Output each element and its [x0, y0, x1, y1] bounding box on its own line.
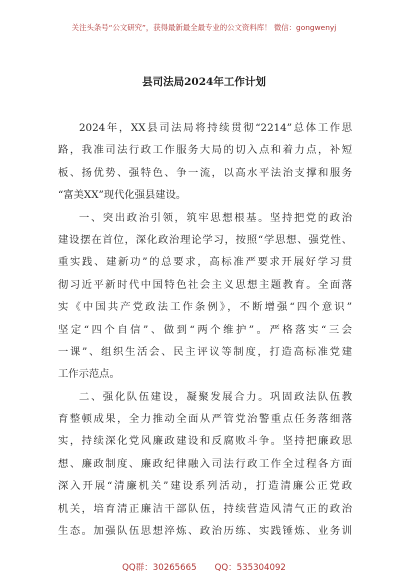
document-body	[58, 117, 352, 542]
body-line: 一、突出政治引领，筑牢思想根基。坚持把党的政治	[79, 211, 352, 224]
body-line: 实《中国共产党政法工作条例》，不断增强“四个意识”	[58, 301, 352, 314]
body-line: 工作示范点。	[58, 368, 120, 381]
footer-qq-contact: QQ：535304092	[214, 563, 286, 573]
body-line: 一课”、组织生活会、民主评议等制度，打造高标准党建	[58, 345, 352, 358]
body-line: 深入开展“清廉机关”建设系列活动，打造清廉公正党政	[58, 480, 352, 493]
body-line: 坚定“四个自信”、做到“两个维护”。严格落实“三会	[58, 323, 352, 336]
body-line: 板、扬优势、强特色、争一流，以高水平法治支撑和服务	[58, 166, 352, 179]
footer-contact	[44, 561, 364, 573]
body-line: 生态。加强队伍思想淬炼、政治历练、实践锤炼、业务训	[58, 525, 352, 538]
footer-qq-group: QQ群：30265665	[122, 563, 197, 573]
body-line: 2024年，XX县司法局将持续贯彻“2214”总体工作思	[79, 122, 352, 134]
body-line: 路，我准司法行政工作服务大局的切入点和着力点，补短	[58, 144, 352, 157]
body-line: 想、廉政制度、廉政纪律融入司法行政工作全过程各方面	[58, 457, 352, 470]
body-line: 重实践、建新功”的总要求，高标准严要求开展好学习贯	[58, 256, 352, 269]
body-line: 育整顿成果，全力推动全面从严管党治警重点任务落细落	[58, 413, 352, 426]
body-line: 建设摆在首位，深化政治理论学习，按照“学思想、强党性、	[58, 233, 352, 246]
body-line: 二、强化队伍建设，凝聚发展合力。巩固政法队伍教	[79, 390, 352, 403]
body-line: 彻习近平新时代中国特色社会主义思想主题教育。全面落	[58, 278, 352, 291]
header-banner: 关注头条号“公文研究”，获得最新最全最专业的公文资料库！ 微信：gongwenyj	[71, 23, 337, 32]
body-line: “富美XX”现代化强县建设。	[58, 189, 187, 202]
document-title: 县司法局2024年工作计划	[142, 76, 266, 88]
body-line: 实，持续深化党风廉政建设和反腐败斗争。坚持把廉政思	[58, 435, 352, 448]
body-line: 机关，培育清正廉洁干部队伍，持续营造风清气正的政治	[58, 502, 352, 515]
